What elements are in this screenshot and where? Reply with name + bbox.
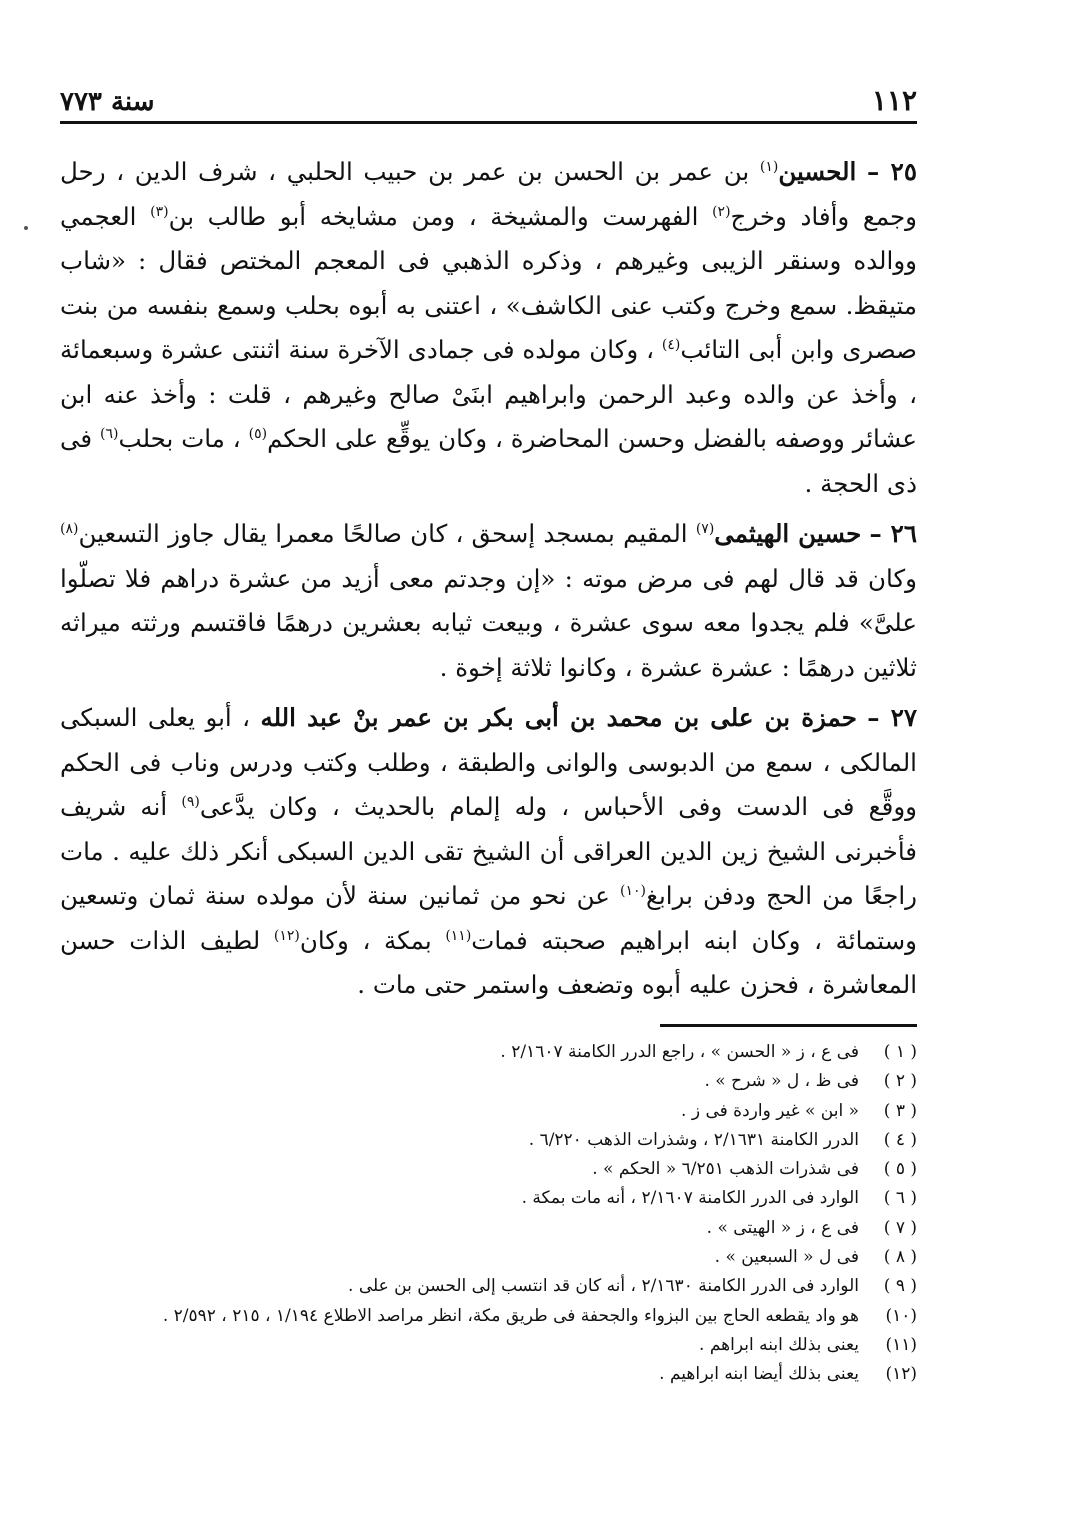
footnote-text: هو واد يقطعه الحاج بين البزواء والجحفة فى طريق مكة، انظر مراصد الاطلاع ١/١٩٤ ، ٢١٥ ، ٢/٥٩٢ . bbox=[162, 1305, 859, 1326]
footnote-label: (١٠) bbox=[885, 1305, 917, 1326]
footnote-ref: (١٢) bbox=[273, 927, 300, 944]
footnote-ref: (٩) bbox=[181, 793, 200, 810]
margin-mark bbox=[24, 226, 28, 230]
entry-25 bbox=[60, 150, 917, 506]
footnote-ref: (٤) bbox=[661, 336, 681, 353]
footnote-ref: (٣) bbox=[150, 203, 169, 220]
footnote-text: الدرر الكامنة ٢/١٦٣١ ، وشذرات الذهب ٦/٢٢٠ . bbox=[528, 1129, 859, 1150]
entry-name: حمزة بن على بن محمد بن أبى بكر بن عمر بنْ عبد الله bbox=[260, 703, 857, 732]
entry-name: حسين الهيثمى bbox=[714, 519, 862, 548]
footnote-text: فى ظ ، ل « شرح » . bbox=[704, 1071, 859, 1092]
footnote-ref: (٨) bbox=[60, 520, 79, 537]
page-header bbox=[60, 80, 917, 124]
entry-number: ٢٦ – bbox=[869, 519, 917, 548]
footnote-item bbox=[40, 1331, 917, 1360]
footnote-item bbox=[40, 1302, 917, 1331]
footnote-label: ( ٨ ) bbox=[883, 1247, 917, 1268]
entry-text: ، مات بحلب bbox=[118, 424, 249, 453]
footnote-item bbox=[40, 1184, 917, 1213]
footnote-text: الوارد فى الدرر الكامنة ٢/١٦٠٧ ، أنه مات بمكة . bbox=[521, 1188, 859, 1209]
footnote-text: يعنى بذلك ابنه ابراهم . bbox=[699, 1334, 859, 1355]
footnote-text: الوارد فى الدرر الكامنة ٢/١٦٣٠ ، أنه كان قد انتسب إلى الحسن بن على . bbox=[348, 1276, 859, 1297]
page-number: ١١٢ bbox=[871, 84, 917, 117]
footnote-divider bbox=[660, 1024, 917, 1027]
footnote-text: فى ع ، ز « الهيتى » . bbox=[706, 1217, 859, 1238]
entry-text: بمكة ، وكان bbox=[299, 925, 446, 955]
entry-text: لطيف الذات حسن المعاشرة ، فحزن عليه أبوه وتضعف واستمر حتى مات . bbox=[60, 925, 917, 999]
main-text bbox=[60, 150, 917, 1008]
entry-text: فى ذى الحجة . bbox=[60, 424, 917, 498]
footnote-label: ( ٩ ) bbox=[883, 1276, 917, 1297]
entry-26 bbox=[60, 512, 917, 690]
footnote-item bbox=[40, 1272, 917, 1301]
footnote-item bbox=[40, 1126, 917, 1155]
entry-text: ، أبو يعلى السبكى المالكى ، سمع من الدبوسى والوانى والطبقة ، وطلب وكتب ودرس وناب فى الحكم ووقَّع فى الدست وفى الأحباس ، وله إلمام بالحديث ، وكان يدَّعى bbox=[60, 703, 917, 821]
footnote-label: ( ٦ ) bbox=[883, 1188, 917, 1209]
footnote-item bbox=[40, 1097, 917, 1126]
entry-text: أنه شريف فأخبرنى الشيخ زين الدين العراقى أن الشيخ تقى الدين السبكى أنكر ذلك عليه . مات راجعًا من الحج ودفن برابغ bbox=[60, 792, 917, 910]
entry-27 bbox=[60, 696, 917, 1008]
footnote-item bbox=[40, 1360, 917, 1389]
footnote-label: ( ٤ ) bbox=[883, 1129, 917, 1150]
entry-text: المقيم بمسجد إسحق ، كان صالحًا معمرا يقال جاوز التسعين bbox=[78, 519, 696, 548]
footnote-label: ( ٥ ) bbox=[883, 1159, 917, 1180]
footnote-ref: (٦) bbox=[100, 425, 119, 442]
entry-number: ٢٧ – bbox=[867, 703, 918, 732]
footnote-text: فى ل « السبعين » . bbox=[714, 1247, 859, 1268]
entry-text: الفهرست والمشيخة ، ومن مشايخه أبو طالب بن bbox=[168, 201, 713, 231]
footnote-text: فى شذرات الذهب ٦/٢٥١ « الحكم » . bbox=[592, 1159, 859, 1180]
footnote-item bbox=[40, 1243, 917, 1272]
entry-number: ٢٥ – bbox=[867, 157, 917, 186]
footnote-ref: (٥) bbox=[248, 425, 268, 442]
footnote-label: (١١) bbox=[885, 1334, 917, 1355]
footnote-text: « ابن » غير واردة فى ز . bbox=[681, 1100, 859, 1121]
footnote-text: فى ع ، ز « الحسن » ، راجع الدرر الكامنة ٢/١٦٠٧ . bbox=[500, 1042, 859, 1062]
footnote-ref: (٢) bbox=[712, 203, 731, 220]
running-head: سنة ٧٧٣ bbox=[60, 87, 155, 117]
footnote-ref: (١) bbox=[759, 158, 779, 175]
footnote-text: يعنى بذلك أيضا ابنه ابراهيم . bbox=[659, 1364, 859, 1385]
entry-text: العجمي ووالده وسنقر الزيبى وغيرهم ، وذكره الذهبي فى المعجم المختص فقال : «شاب متيقظ. سمع وخرج وكتب عنى الكاشف» ، اعتنى به أبوه بحلب وسمع بنفسه من بنت صصرى وابن أبى التائب bbox=[60, 201, 917, 364]
entry-text: وكان قد قال لهم فى مرض موته : «إن وجدتم معى أزيد من عشرة دراهم فلا تصلّوا علىَّ» فلم يجدوا معه سوى عشرة ، وبيعت ثيابه بعشرين درهمًا فاقتسم ورثته ميراثه ثلاثين درهمًا : عشرة عشرة ، وكانوا ثلاثة إخوة . bbox=[60, 563, 917, 682]
footnote-label: ( ٢ ) bbox=[883, 1071, 917, 1092]
footnotes-list bbox=[40, 1038, 917, 1390]
footnote-label: ( ١ ) bbox=[883, 1042, 917, 1062]
entry-name: الحسين bbox=[778, 157, 857, 186]
entry-text: بن عمر بن الحسن بن عمر بن حبيب الحلبي ، شرف الدين ، رحل وجمع وأفاد وخرج bbox=[60, 157, 918, 231]
entry-text: عن نحو من ثمانين سنة لأن مولده سنة ثمان وتسعين وستمائة ، وكان ابنه ابراهيم صحبته فمات bbox=[60, 881, 917, 955]
footnote-ref: (٧) bbox=[695, 520, 715, 537]
footnote-item bbox=[40, 1214, 917, 1243]
footnote-label: (١٢) bbox=[885, 1364, 917, 1385]
footnote-label: ( ٧ ) bbox=[883, 1217, 917, 1238]
footnote-ref: (١٠) bbox=[619, 882, 646, 899]
entry-text: ، وكان مولده فى جمادى الآخرة سنة اثنتى عشرة وسبعمائة ، وأخذ عن والده وعبد الرحمن وابراهيم ابنَىْ صالح وغيرهم ، قلت : وأخذ عنه ابن عشائر ووصفه بالفضل وحسن المحاضرة ، وكان يوقِّع على الحكم bbox=[60, 335, 917, 453]
footnote-item bbox=[40, 1155, 917, 1184]
footnote-item bbox=[40, 1038, 917, 1067]
footnote-ref: (١١) bbox=[445, 927, 472, 944]
footnote-label: ( ٣ ) bbox=[883, 1100, 917, 1121]
footnote-item bbox=[40, 1067, 917, 1096]
